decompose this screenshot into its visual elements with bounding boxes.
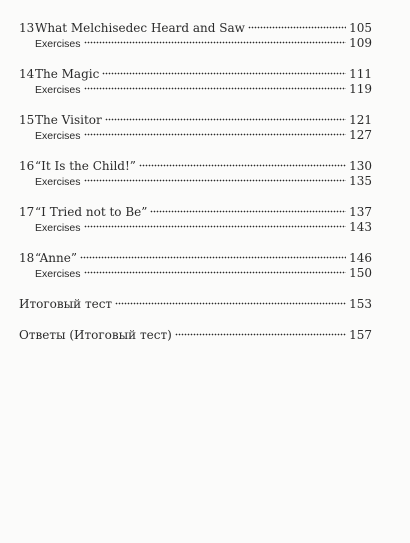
page-number: 127	[349, 128, 372, 142]
dot-leader	[80, 256, 346, 259]
exercises-label: Exercises	[35, 38, 81, 50]
dot-leader	[248, 26, 346, 29]
toc-chapter-17	[19, 204, 372, 235]
chapter-number: 13	[19, 21, 35, 35]
toc-chapter-14	[19, 66, 372, 97]
exercises-label: Exercises	[35, 268, 81, 280]
page-number: 153	[349, 297, 372, 311]
toc-chapter-15	[19, 112, 372, 143]
chapter-title: What Melchisedec Heard and Saw	[35, 21, 245, 35]
toc-chapter-16	[19, 158, 372, 189]
page-number: 137	[349, 205, 372, 219]
exercises-label: Exercises	[35, 130, 81, 142]
dot-leader	[175, 333, 346, 336]
page-number: 109	[349, 36, 372, 50]
page-number: 157	[349, 328, 372, 342]
chapter-number: 15	[19, 113, 35, 127]
page-number: 143	[349, 220, 372, 234]
page-number: 135	[349, 174, 372, 188]
dot-leader	[115, 302, 346, 305]
chapter-title: “Anne”	[35, 251, 77, 265]
chapter-title: The Visitor	[35, 113, 102, 127]
chapter-number: 16	[19, 159, 35, 173]
toc-exercises-entry[interactable]	[19, 128, 372, 143]
toc-entry[interactable]	[19, 327, 372, 343]
dot-leader	[139, 164, 346, 167]
toc-chapter-13	[19, 20, 372, 51]
chapter-number: 17	[19, 205, 35, 219]
dot-leader	[84, 41, 347, 44]
final-test-title: Итоговый тест	[19, 297, 113, 311]
dot-leader	[102, 72, 346, 75]
chapter-title: The Magic	[35, 67, 100, 81]
exercises-label: Exercises	[35, 176, 81, 188]
dot-leader	[84, 87, 347, 90]
toc-entry[interactable]	[19, 112, 372, 128]
dot-leader	[84, 133, 347, 136]
page-number: 130	[349, 159, 372, 173]
page-number: 146	[349, 251, 372, 265]
toc-exercises-entry[interactable]	[19, 266, 372, 281]
toc-entry[interactable]	[19, 204, 372, 220]
chapter-number: 14	[19, 67, 35, 81]
dot-leader	[84, 271, 347, 274]
dot-leader	[105, 118, 346, 121]
exercises-label: Exercises	[35, 84, 81, 96]
table-of-contents	[19, 20, 372, 358]
exercises-label: Exercises	[35, 222, 81, 234]
dot-leader	[84, 225, 347, 228]
toc-entry[interactable]	[19, 20, 372, 36]
toc-entry[interactable]	[19, 158, 372, 174]
chapter-title: “It Is the Child!”	[35, 159, 136, 173]
toc-exercises-entry[interactable]	[19, 82, 372, 97]
page-number: 105	[349, 21, 372, 35]
page-number: 111	[349, 67, 372, 81]
chapter-title: “I Tried not to Be”	[35, 205, 148, 219]
toc-final-test	[19, 296, 372, 312]
toc-exercises-entry[interactable]	[19, 220, 372, 235]
answers-title: Ответы (Итоговый тест)	[19, 328, 172, 342]
toc-answers	[19, 327, 372, 343]
chapter-number: 18	[19, 251, 35, 265]
toc-entry[interactable]	[19, 296, 372, 312]
page-number: 150	[349, 266, 372, 280]
toc-entry[interactable]	[19, 66, 372, 82]
page-number: 119	[349, 82, 372, 96]
toc-chapter-18	[19, 250, 372, 281]
toc-entry[interactable]	[19, 250, 372, 266]
page-number: 121	[349, 113, 372, 127]
toc-exercises-entry[interactable]	[19, 174, 372, 189]
toc-exercises-entry[interactable]	[19, 36, 372, 51]
dot-leader	[84, 179, 347, 182]
dot-leader	[150, 210, 346, 213]
